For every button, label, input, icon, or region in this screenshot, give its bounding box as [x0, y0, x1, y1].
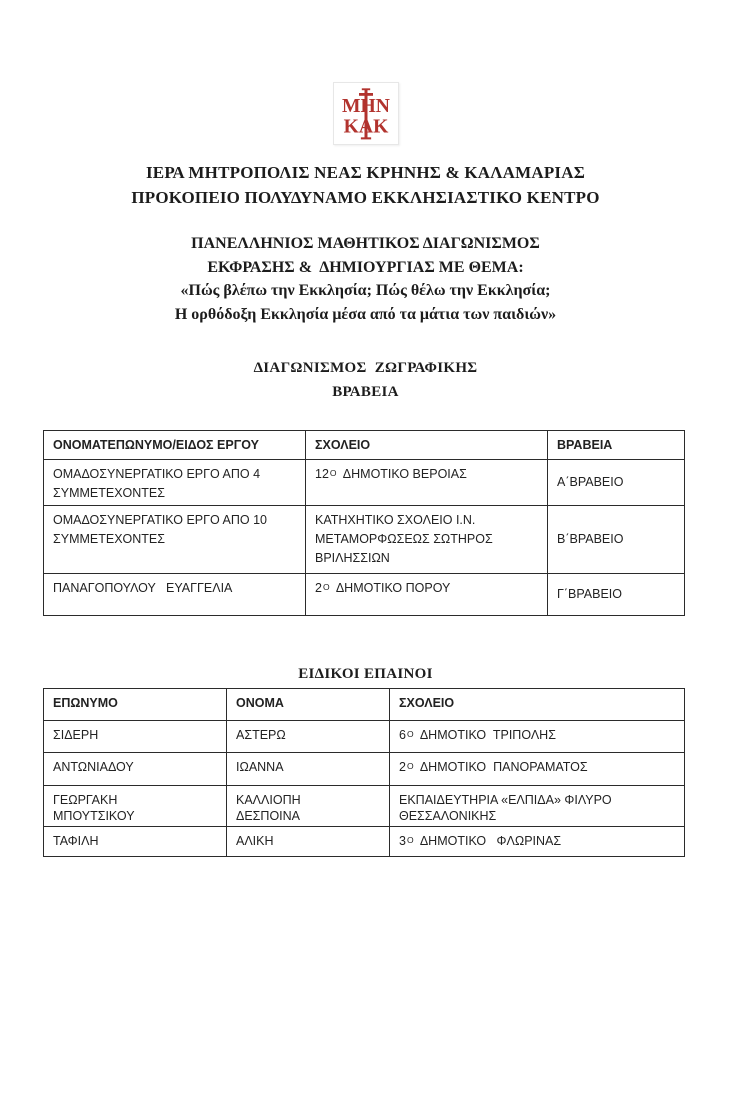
table-cell: Γ΄ΒΡΑΒΕΙΟ — [548, 574, 685, 616]
metropolis-logo — [333, 82, 399, 145]
ordinal-superscript: Ο — [406, 835, 414, 845]
theme-line-1: «Πώς βλέπω την Εκκλησία; Πώς θέλω την Εκκλησία; — [180, 282, 551, 299]
table-row — [44, 574, 685, 616]
org-line-1: ΙΕΡΑ ΜΗΤΡΟΠΟΛΙΣ ΝΕΑΣ ΚΡΗΝΗΣ & ΚΑΛΑΜΑΡΙΑΣ — [145, 163, 586, 182]
table-cell: ΕΚΠΑΙΔΕΥΤΗΡΙΑ «ΕΛΠΙΔΑ» ΦΙΛΥΡΟ ΘΕΣΣΑΛΟΝΙΚΗΣ — [390, 786, 685, 827]
cell-text: 2 — [315, 581, 322, 595]
cell-text: 2 — [399, 760, 406, 774]
cell-text: 12 — [315, 467, 329, 481]
table-cell: ΟΜΑΔΟΣΥΝΕΡΓΑΤΙΚΟ ΕΡΓΟ ΑΠΟ 10 ΣΥΜΜΕΤΕΧΟΝΤΕΣ — [44, 506, 306, 574]
table-cell — [390, 827, 685, 857]
table-cell: ΣΙΔΕΡΗ — [44, 721, 227, 753]
honors-table-header-row — [44, 689, 685, 721]
column-header: ΕΠΩΝΥΜΟ — [44, 689, 227, 721]
logo-letters-bottom: ΚΑΚ — [343, 116, 388, 138]
table-cell: Α΄ΒΡΑΒΕΙΟ — [548, 460, 685, 506]
table-cell: ΑΝΤΩΝΙΑΔΟΥ — [44, 753, 227, 786]
cell-text: ΓΕΩΡΓΑΚΗ — [53, 793, 118, 807]
table-row — [44, 827, 685, 857]
cell-text: ΔΗΜΟΤΙΚΟ ΠΑΝΟΡΑΜΑΤΟΣ — [413, 760, 588, 774]
ordinal-superscript: Ο — [329, 468, 337, 478]
cell-text: ΚΑΛΛΙΟΠΗ — [236, 793, 301, 807]
cell-text: ΜΠΟΥΤΣΙΚΟΥ — [53, 809, 135, 823]
column-header: ΟΝΟΜΑ — [227, 689, 390, 721]
column-header: ΣΧΟΛΕΙΟ — [306, 431, 548, 460]
ordinal-superscript: Ο — [322, 582, 330, 592]
cell-text: ΔΗΜΟΤΙΚΟ ΤΡΙΠΟΛΗΣ — [413, 728, 556, 742]
cell-text: ΔΗΜΟΤΙΚΟ ΒΕΡΟΙΑΣ — [336, 467, 467, 481]
table-cell — [390, 753, 685, 786]
table-cell: ΠΑΝΑΓΟΠΟΥΛΟΥ ΕΥΑΓΓΕΛΙΑ — [44, 574, 306, 616]
table-cell — [227, 786, 390, 827]
metropolis-monogram-icon — [338, 86, 394, 142]
honors-section-title: ΕΙΔΙΚΟΙ ΕΠΑΙΝΟΙ — [298, 666, 433, 682]
cell-text: ΔΕΣΠΟΙΝΑ — [236, 809, 301, 823]
logo-letters-top: ΜΗΝ — [341, 95, 390, 117]
org-line-2: ΠΡΟΚΟΠΕΙΟ ΠΟΛΥΔΥΝΑΜΟ ΕΚΚΛΗΣΙΑΣΤΙΚΟ ΚΕΝΤΡΟ — [131, 188, 600, 207]
awards-subtitle: ΒΡΑΒΕΙΑ — [332, 384, 399, 400]
contest-line-2: ΕΚΦΡΑΣΗΣ & ΔΗΜΙΟΥΡΓΙΑΣ ΜΕ ΘΕΜΑ: — [207, 258, 524, 276]
painting-contest-title: ΔΙΑΓΩΝΙΣΜΟΣ ΖΩΓΡΑΦΙΚΗΣ — [253, 360, 478, 376]
table-cell: Β΄ΒΡΑΒΕΙΟ — [548, 506, 685, 574]
ordinal-superscript: Ο — [406, 729, 414, 739]
table-cell: ΑΣΤΕΡΩ — [227, 721, 390, 753]
table-row — [44, 786, 685, 827]
table-row — [44, 506, 685, 574]
theme-line-2: Η ορθόδοξη Εκκλησία μέσα από τα μάτια των παιδιών» — [174, 305, 557, 323]
honors-table — [43, 688, 685, 857]
awards-table-header-row — [44, 431, 685, 460]
cell-text: 3 — [399, 834, 406, 848]
organization-header — [0, 160, 731, 210]
table-cell: ΙΩΑΝΝΑ — [227, 753, 390, 786]
column-header: ΟΝΟΜΑΤΕΠΩΝΥΜΟ/ΕΙΔΟΣ ΕΡΓΟΥ — [44, 431, 306, 460]
table-cell: ΤΑΦΙΛΗ — [44, 827, 227, 857]
column-header: ΒΡΑΒΕΙΑ — [548, 431, 685, 460]
table-row — [44, 753, 685, 786]
ordinal-superscript: Ο — [406, 761, 414, 771]
cell-text: 6 — [399, 728, 406, 742]
painting-contest-section-title — [0, 356, 731, 404]
table-cell — [306, 574, 548, 616]
table-cell: ΚΑΤΗΧΗΤΙΚΟ ΣΧΟΛΕΙΟ Ι.Ν. ΜΕΤΑΜΟΡΦΩΣΕΩΣ ΣΩΤΗΡΟΣ ΒΡΙΛΗΣΣΙΩΝ — [306, 506, 548, 574]
table-cell: ΟΜΑΔΟΣΥΝΕΡΓΑΤΙΚΟ ΕΡΓΟ ΑΠΟ 4 ΣΥΜΜΕΤΕΧΟΝΤΕΣ — [44, 460, 306, 506]
table-row — [44, 721, 685, 753]
table-cell — [306, 460, 548, 506]
contest-header — [0, 232, 731, 326]
contest-line-1: ΠΑΝΕΛΛΗΝΙΟΣ ΜΑΘΗΤΙΚΟΣ ΔΙΑΓΩΝΙΣΜΟΣ — [191, 235, 540, 252]
cell-text: ΔΗΜΟΤΙΚΟ ΦΛΩΡΙΝΑΣ — [413, 834, 562, 848]
table-cell — [44, 786, 227, 827]
table-cell — [390, 721, 685, 753]
column-header: ΣΧΟΛΕΙΟ — [390, 689, 685, 721]
awards-table — [43, 430, 685, 616]
table-cell: ΑΛΙΚΗ — [227, 827, 390, 857]
table-row — [44, 460, 685, 506]
cell-text: ΔΗΜΟΤΙΚΟ ΠΟΡΟΥ — [329, 581, 451, 595]
